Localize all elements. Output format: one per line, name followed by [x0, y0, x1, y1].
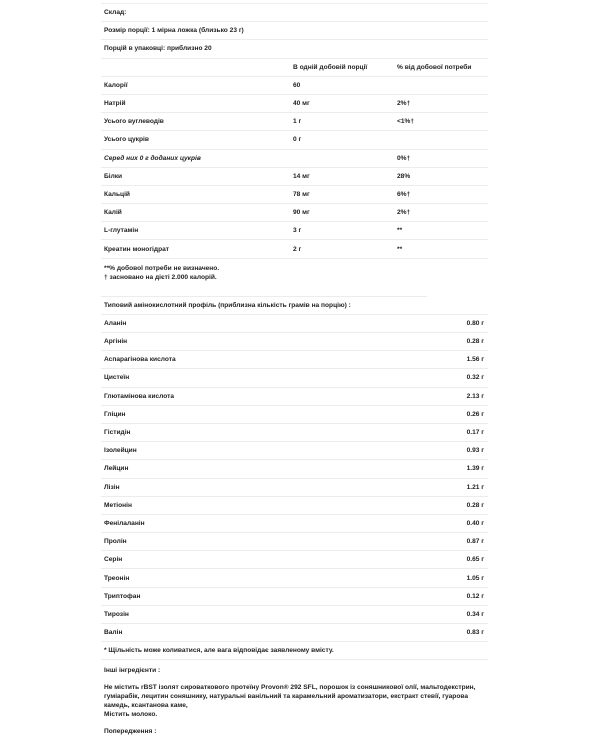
amino-row [101, 478, 488, 496]
nutrition-row [101, 112, 488, 130]
amino-value: 0.40 г [466, 519, 484, 527]
amino-value: 0.83 г [466, 629, 484, 637]
amino-row [101, 441, 488, 459]
supplement-facts [101, 0, 488, 742]
amino-row [101, 387, 488, 405]
amino-value: 0.26 г [466, 410, 484, 418]
nutrient-name: Серед них 0 г доданих цукрів [104, 154, 201, 162]
density-note: * Щільність може коливатися, але вага відповідає заявленому вмісту. [104, 647, 334, 655]
amino-row [101, 423, 488, 441]
amino-row [101, 332, 488, 350]
amino-value: 0.80 г [466, 319, 484, 327]
amino-profile-title-row [101, 296, 427, 314]
nutrient-dv: 28% [397, 172, 411, 180]
nutrient-amount: 3 г [293, 227, 302, 235]
column-header-dv: % від добової потреби [397, 63, 472, 71]
amino-value: 0.87 г [466, 538, 484, 546]
nutrient-dv: 2%† [397, 209, 411, 217]
amino-value: 2.13 г [466, 392, 484, 400]
amino-name: Треонін [104, 574, 130, 582]
nutrition-row [101, 76, 488, 94]
amino-value: 0.28 г [466, 501, 484, 509]
amino-row [101, 350, 488, 368]
other-ingredients-text: Не містить rBST ізолят сироваткового протеїну Provon® 292 SFL, порошок із соняшникової олії, мальтодекстрин, гуміарабік, лецитин соняшнику, натуральні ванільний та карамельний ароматизатори, екстракт стевії, гуарова камедь, ксантанова каме, [104, 684, 476, 710]
nutrition-row [101, 221, 488, 239]
nutrition-row [101, 167, 488, 185]
serving-size: Розмір порції: 1 мірна ложка (близько 23 г) [104, 27, 244, 35]
amino-value: 1.21 г [466, 483, 484, 491]
amino-value: 0.32 г [466, 374, 484, 382]
nutrient-name: Білки [104, 172, 123, 180]
nutrient-dv: 6%† [397, 190, 411, 198]
nutrient-name: Калорії [104, 81, 128, 89]
warnings-label: Попередження : [104, 728, 157, 736]
amino-value: 0.34 г [466, 610, 484, 618]
amino-value: 1.39 г [466, 465, 484, 473]
amino-name: Лейцин [104, 465, 129, 473]
column-header-amount: В одній добовій порції [293, 63, 368, 71]
amino-row [101, 623, 488, 641]
amino-value: 0.28 г [466, 338, 484, 346]
composition-label-row [101, 3, 488, 21]
nutrient-amount: 0 г [293, 136, 302, 144]
nutrient-amount: 40 мг [293, 100, 310, 108]
allergen-statement: Містить молоко. [104, 711, 158, 719]
footnote-dv-not-established: **% добової потреби не визначено. [104, 264, 220, 272]
amino-name: Ізолейцин [104, 447, 137, 455]
nutrient-dv: 0%† [397, 154, 411, 162]
nutrition-row [101, 130, 488, 148]
amino-row [101, 514, 488, 532]
amino-row [101, 496, 488, 514]
nutrition-row [101, 185, 488, 203]
amino-name: Аспарагінова кислота [104, 356, 176, 364]
amino-name: Гістидін [104, 429, 131, 437]
other-ingredients-label: Інші інгредієнти : [101, 659, 488, 681]
amino-name: Пролін [104, 538, 127, 546]
nutrient-amount: 78 мг [293, 190, 310, 198]
amino-row [101, 405, 488, 423]
nutrition-row [101, 149, 488, 167]
nutrition-row [101, 203, 488, 221]
amino-name: Аланін [104, 319, 127, 327]
serving-size-row [101, 21, 488, 39]
nutrition-header-row [101, 58, 488, 76]
nutrient-name: Усього цукрів [104, 136, 149, 144]
nutrient-dv: ** [397, 227, 403, 235]
nutrient-dv: <1%† [397, 118, 415, 126]
amino-name: Валін [104, 629, 123, 637]
amino-row [101, 550, 488, 568]
nutrient-dv: 2%† [397, 100, 411, 108]
footnote-calorie-diet: † засновано на дієті 2.000 калорій. [104, 273, 217, 281]
nutrient-amount: 2 г [293, 245, 302, 253]
nutrient-amount: 60 [293, 81, 301, 89]
nutrient-name: Креатин моногідрат [104, 245, 170, 253]
amino-value: 0.12 г [466, 592, 484, 600]
amino-name: Серін [104, 556, 123, 564]
nutrition-row [101, 94, 488, 112]
composition-label: Склад: [104, 9, 127, 17]
amino-name: Аргінін [104, 338, 128, 346]
nutrient-amount: 14 мг [293, 172, 310, 180]
nutrition-footnotes [101, 258, 488, 286]
nutrient-name: Калій [104, 209, 122, 217]
amino-row [101, 587, 488, 605]
amino-profile-title: Типовий амінокислотний профіль (приблизна кількість грамів на порцію) : [104, 301, 351, 309]
amino-value: 1.56 г [466, 356, 484, 364]
amino-name: Гліцин [104, 410, 126, 418]
amino-name: Триптофан [104, 592, 141, 600]
amino-row [101, 605, 488, 623]
other-ingredients-block [101, 681, 488, 725]
nutrient-amount: 90 мг [293, 209, 310, 217]
amino-row [101, 568, 488, 586]
amino-name: Метіонін [104, 501, 132, 509]
amino-value: 0.65 г [466, 556, 484, 564]
servings-per-container-row [101, 39, 488, 57]
nutrient-name: Кальцій [104, 190, 130, 198]
servings-per-container: Порцій в упаковці: приблизно 20 [104, 45, 212, 53]
amino-row [101, 532, 488, 550]
amino-row [101, 314, 488, 332]
nutrient-name: Натрій [104, 100, 126, 108]
nutrient-name: L-глутамін [104, 227, 139, 235]
amino-name: Цистеїн [104, 374, 130, 382]
nutrition-row [101, 239, 488, 257]
amino-value: 0.93 г [466, 447, 484, 455]
density-note-row [101, 641, 488, 659]
amino-value: 1.05 г [466, 574, 484, 582]
nutrient-amount: 1 г [293, 118, 302, 126]
amino-row [101, 368, 488, 386]
nutrient-dv: ** [397, 245, 403, 253]
amino-name: Фенілаланін [104, 519, 145, 527]
amino-name: Лізін [104, 483, 120, 491]
amino-name: Тирозін [104, 610, 129, 618]
amino-row [101, 459, 488, 477]
amino-value: 0.17 г [466, 429, 484, 437]
amino-name: Глютамінова кислота [104, 392, 175, 400]
nutrient-name: Усього вуглеводів [104, 118, 164, 126]
